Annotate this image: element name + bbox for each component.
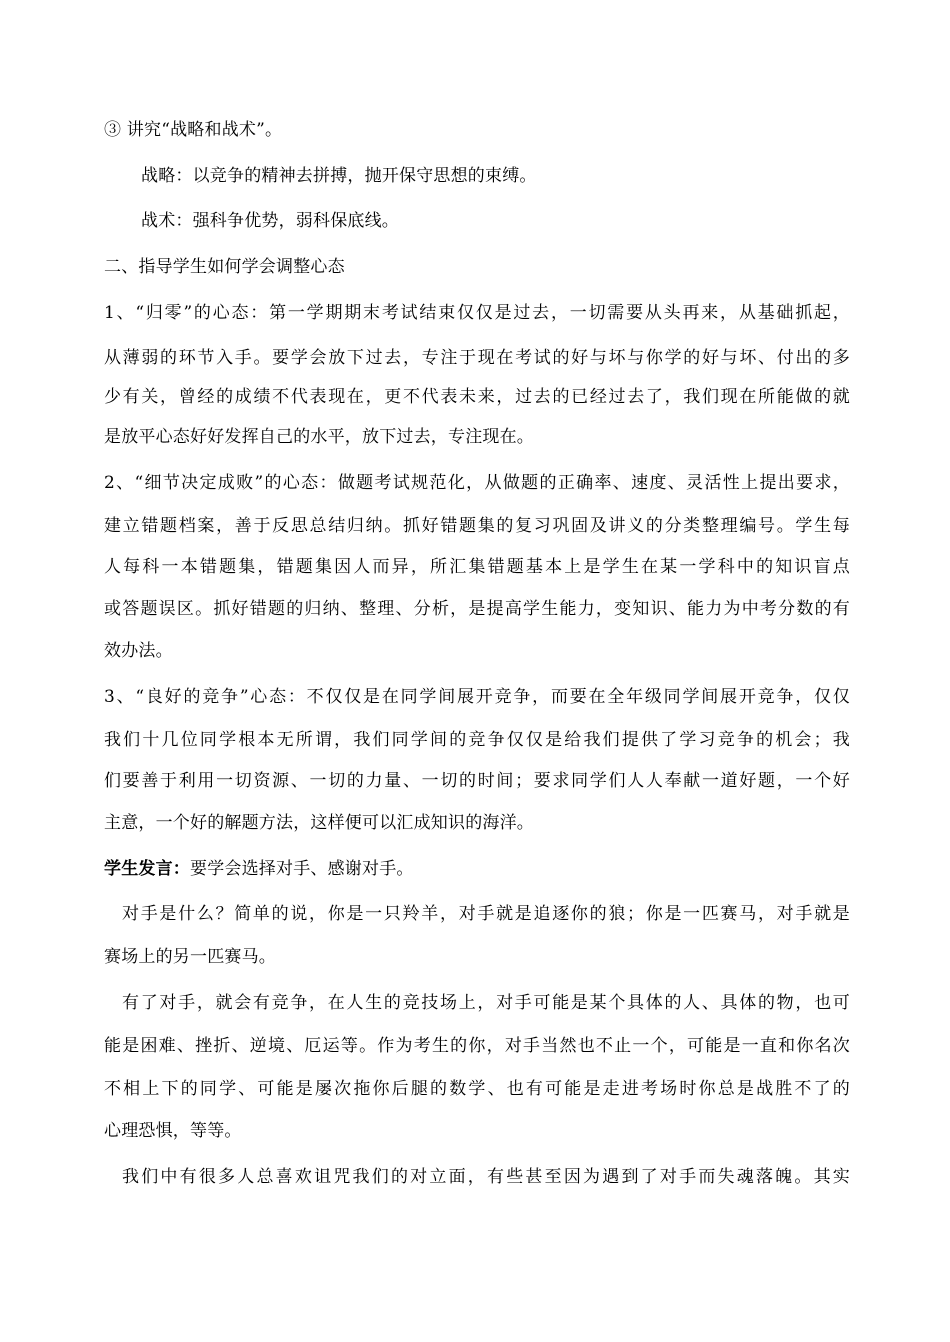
para6-line: 我们中有很多人总喜欢诅咒我们的对立面，有些甚至因为遇到了对手而失魂落魄。其实: [122, 1167, 850, 1187]
para3-line: 3、“良好的竞争”心态：不仅仅是在同学间展开竞争，而要在全年级同学间展开竞争，仅仅: [104, 687, 850, 707]
para2-line: 效办法。: [104, 641, 173, 661]
para2-line: 人每科一本错题集，错题集因人而异，所汇集错题基本上是学生在某一学科中的知识盲点: [104, 557, 850, 577]
para2-line: 建立错题档案，善于反思总结归纳。抓好错题集的复习巩固及讲义的分类整理编号。学生每: [104, 516, 850, 536]
para3-line: 我们十几位同学根本无所谓，我们同学间的竞争仅仅是给我们提供了学习竞争的机会；我: [104, 730, 850, 750]
student-speech-label: 学生发言：: [104, 859, 190, 879]
para4-line: 对手是什么？简单的说，你是一只羚羊，对手就是追逐你的狼；你是一匹赛马，对手就是: [122, 904, 850, 924]
para2-line: 2、“细节决定成败”的心态：做题考试规范化，从做题的正确率、速度、灵活性上提出要求，: [104, 473, 850, 493]
strategy-line: 战略：以竞争的精神去拼搏，抛开保守思想的束缚。: [141, 166, 537, 186]
para1-line: 是放平心态好好发挥自己的水平，放下过去，专注现在。: [104, 427, 534, 447]
item3-title: ③ 讲究“战略和战术”。: [104, 120, 283, 140]
para2-line: 或答题误区。抓好错题的归纳、整理、分析，是提高学生能力，变知识、能力为中考分数的有: [104, 599, 850, 619]
student-speech-text: 要学会选择对手、感谢对手。: [190, 859, 414, 879]
para1-line: 少有关，曾经的成绩不代表现在，更不代表未来，过去的已经过去了，我们现在所能做的就: [104, 387, 850, 407]
student-speech: [104, 858, 850, 880]
para3-line: 主意，一个好的解题方法，这样便可以汇成知识的海洋。: [104, 813, 534, 833]
para5-line: 不相上下的同学、可能是屡次拖你后腿的数学、也有可能是走进考场时你总是战胜不了的: [104, 1079, 850, 1099]
para5-line: 有了对手，就会有竞争，在人生的竞技场上，对手可能是某个具体的人、具体的物，也可: [122, 993, 850, 1013]
para5-line: 心理恐惧，等等。: [104, 1121, 242, 1141]
para3-line: 们要善于利用一切资源、一切的力量、一切的时间；要求同学们人人奉献一道好题，一个好: [104, 771, 850, 791]
para1-line: 1、“归零”的心态：第一学期期末考试结束仅仅是过去，一切需要从头再来，从基础抓起，: [104, 303, 850, 323]
para5-line: 能是困难、挫折、逆境、厄运等。作为考生的你，对手当然也不止一个，可能是一直和你名次: [104, 1036, 850, 1056]
section2-heading: 二、指导学生如何学会调整心态: [104, 257, 345, 277]
para4-line: 赛场上的另一匹赛马。: [104, 947, 276, 967]
para1-line: 从薄弱的环节入手。要学会放下过去，专注于现在考试的好与坏与你学的好与坏、付出的多: [104, 348, 850, 368]
tactics-line: 战术：强科争优势，弱科保底线。: [141, 211, 399, 231]
